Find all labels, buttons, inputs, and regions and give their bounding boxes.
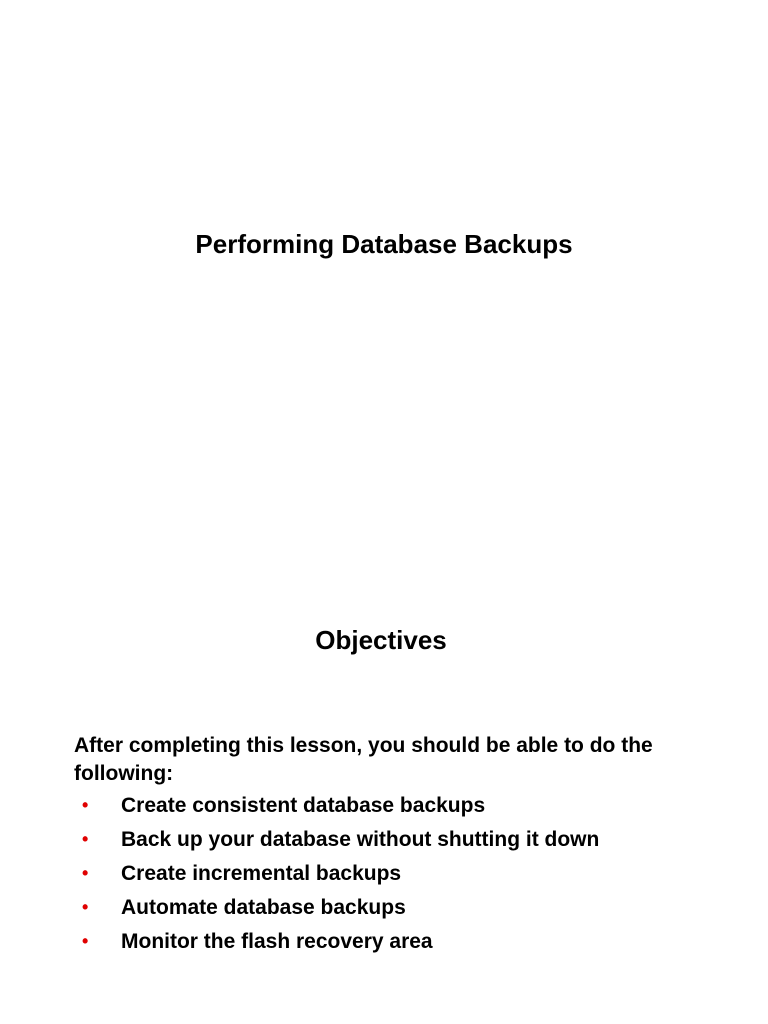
bullet-icon: •	[82, 931, 89, 951]
list-item	[78, 928, 718, 962]
list-item	[78, 826, 718, 860]
list-item	[78, 792, 718, 826]
list-item-text: Back up your database without shutting it down	[121, 828, 600, 851]
list-item	[78, 894, 718, 928]
bullet-icon: •	[82, 829, 89, 849]
list-item-text: Create consistent database backups	[121, 794, 486, 817]
list-item-text: Create incremental backups	[121, 862, 402, 885]
objectives-heading: Objectives	[315, 625, 447, 655]
list-item-text: Monitor the flash recovery area	[121, 930, 433, 953]
bullet-icon: •	[82, 897, 89, 917]
slide-title: Performing Database Backups	[195, 229, 573, 259]
bullet-icon: •	[82, 795, 89, 815]
list-item-text: Automate database backups	[121, 896, 406, 919]
intro-text: After completing this lesson, you should be able to do the following:	[74, 734, 653, 785]
bullet-icon: •	[82, 863, 89, 883]
objectives-list	[78, 792, 718, 962]
list-item	[78, 860, 718, 894]
